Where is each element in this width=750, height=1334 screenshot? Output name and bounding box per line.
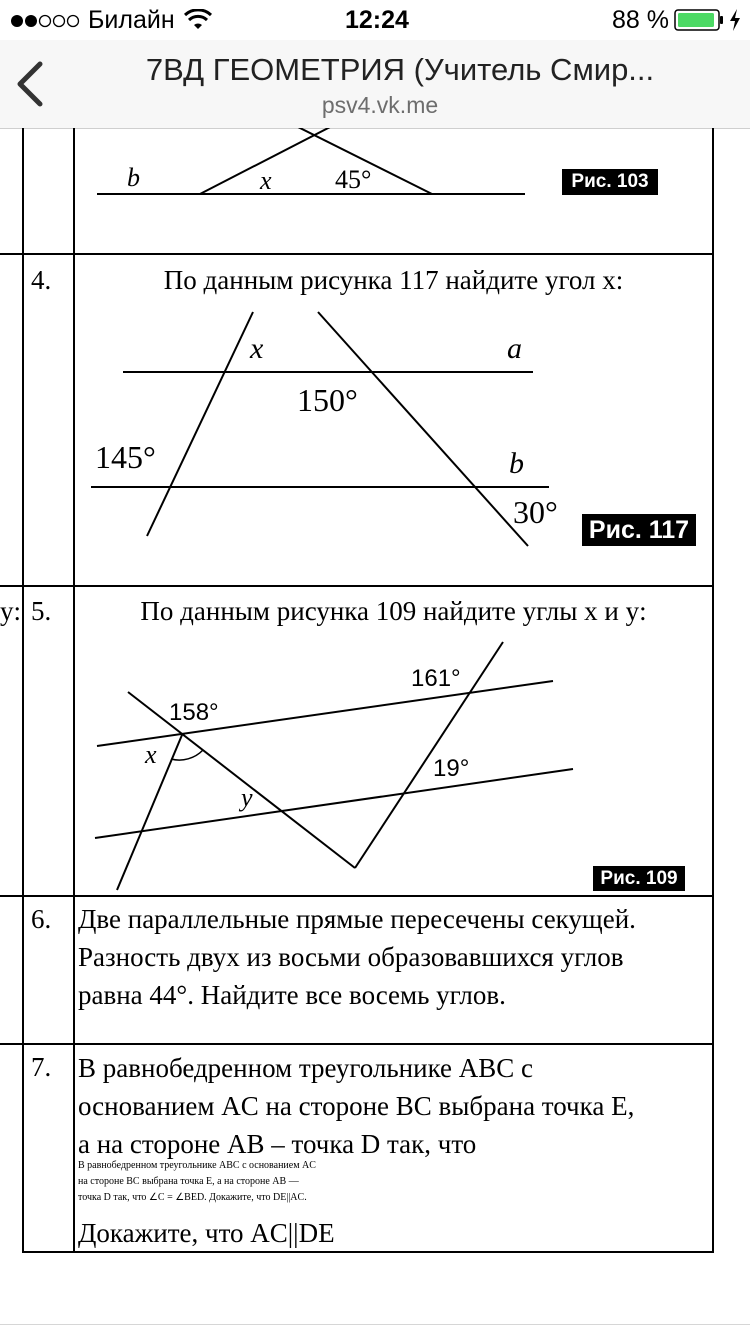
fig117-angle-30: 30°	[513, 494, 558, 530]
carrier-name: Билайн	[88, 6, 175, 34]
back-chevron-icon[interactable]	[14, 60, 46, 108]
battery-percent: 88 %	[612, 6, 669, 34]
task-7-inset-line: В равнобедренном треугольнике ABC с основанием AC	[78, 1160, 316, 1171]
task-7-inset-line: на стороне BC выбрана точка E, а на стороне AB —	[78, 1176, 299, 1187]
page-title: 7ВД ГЕОМЕТРИЯ (Учитель Смир...	[145, 52, 655, 87]
task-6-text	[78, 900, 710, 1014]
fig109-label-x: x	[145, 740, 157, 769]
table-border-right	[712, 128, 714, 1253]
clock: 12:24	[345, 6, 409, 34]
task-7-number: 7.	[31, 1052, 52, 1082]
task-5-title: По данным рисунка 109 найдите углы x и y:	[140, 596, 647, 626]
page-url: psv4.vk.me	[321, 92, 439, 118]
bottom-divider	[0, 1324, 750, 1325]
task-4-number: 4.	[31, 265, 52, 295]
table-row-divider	[0, 253, 714, 255]
fig117-label-x: x	[250, 332, 264, 365]
task-6-line: равна 44°. Найдите все восемь углов.	[78, 980, 506, 1010]
fig103-angle: 45°	[335, 165, 372, 194]
task-6-number: 6.	[31, 904, 52, 934]
fig109-angle-19: 19°	[433, 755, 470, 782]
task-5-number: 5.	[31, 596, 52, 626]
fig109-angle-158: 158°	[169, 699, 219, 726]
wifi-icon	[183, 9, 213, 31]
task-7-text	[78, 1049, 710, 1163]
fig109-label-y: y	[241, 783, 253, 812]
task-7-inset-text	[78, 1158, 378, 1206]
fig103-label-x: x	[260, 166, 272, 195]
task-6-line: Разность двух из восьми образовавшихся углов	[78, 942, 624, 972]
task-7-conclusion: Докажите, что AC||DE	[78, 1218, 335, 1248]
charging-icon	[728, 8, 742, 32]
fig109-angle-161: 161°	[411, 665, 461, 692]
figure-103-badge: Рис. 103	[562, 169, 658, 195]
fig117-label-b: b	[509, 447, 524, 480]
fig117-angle-150: 150°	[297, 382, 358, 418]
table-row-divider	[0, 585, 714, 587]
task-7-line: В равнобедренном треугольнике ABC с	[78, 1053, 533, 1083]
fig103-label-b: b	[127, 163, 140, 192]
task-7-line: а на стороне AB – точка D так, что	[78, 1129, 477, 1159]
table-row-divider	[0, 1043, 714, 1045]
figure-109	[75, 628, 710, 893]
signal-icon	[10, 13, 80, 29]
task-5-left-cut-text: y:	[0, 596, 22, 626]
figure-117-badge: Рис. 117	[582, 514, 696, 546]
task-7-inset-line: точка D так, что ∠C = ∠BED. Докажите, что DE||AC.	[78, 1192, 307, 1203]
fig117-label-a: a	[507, 332, 522, 365]
status-bar	[0, 0, 750, 40]
battery-icon	[674, 8, 726, 32]
task-7-line: основанием AC на стороне BC выбрана точка E,	[78, 1091, 635, 1121]
fig117-angle-145: 145°	[95, 439, 156, 475]
figure-109-badge: Рис. 109	[593, 866, 685, 891]
table-row-divider	[0, 895, 714, 897]
nav-bar	[0, 40, 750, 129]
task-6-line: Две параллельные прямые пересечены секущей.	[78, 904, 636, 934]
table-border-left-outer	[22, 128, 24, 1253]
document-content	[0, 128, 750, 1334]
task-4-title: По данным рисунка 117 найдите угол x:	[163, 265, 624, 295]
